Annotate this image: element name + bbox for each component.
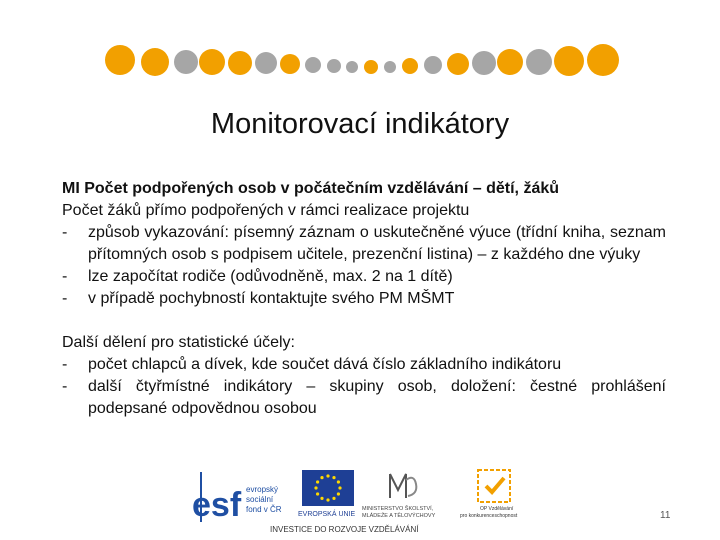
eu-star (337, 480, 340, 483)
bullet-text: další čtyřmístné indikátory – skupiny osob, doložení: čestné prohlášení podepsané odpovědnou osobou (88, 378, 666, 417)
dot-gray-9 (526, 49, 552, 75)
slide-body (62, 178, 666, 420)
list-item (62, 222, 666, 266)
dot-orange-3 (199, 49, 225, 75)
eu-star (320, 497, 323, 500)
eu-star (326, 474, 329, 477)
op-text-1: OP Vzdělávání (480, 506, 514, 512)
esf-text-2: sociální (246, 495, 274, 504)
op-vk-logo (460, 470, 518, 519)
list-item (62, 376, 666, 420)
slide-title: Monitorovací indikátory (210, 108, 510, 140)
bullet-marker: - (62, 268, 68, 285)
spacer (62, 310, 666, 332)
bullet-marker: - (62, 356, 68, 373)
dot-orange-5 (280, 54, 300, 74)
dot-orange-6 (364, 60, 378, 74)
page-number: 11 (660, 510, 671, 521)
dot-gray-4 (327, 59, 341, 73)
dot-gray-3 (305, 57, 321, 73)
op-text-2: pro konkurenceschopnost (460, 513, 518, 519)
eu-star (332, 497, 335, 500)
section2-heading: Další dělení pro statistické účely: (62, 334, 295, 351)
msmt-text-1: MINISTERSTVO ŠKOLSTVÍ, (362, 506, 434, 512)
eu-star (332, 476, 335, 479)
logo-strip (190, 466, 540, 540)
dot-orange-1 (105, 45, 135, 75)
esf-letters: esf (192, 486, 242, 524)
dot-orange-8 (447, 53, 469, 75)
msmt-logo (362, 474, 436, 519)
indicator-subheading: Počet žáků přímo podpořených v rámci realizace projektu (62, 202, 470, 219)
dot-orange-2 (141, 48, 169, 76)
dot-gray-2 (255, 52, 277, 74)
decorative-dots (0, 0, 720, 100)
dot-gray-6 (384, 61, 396, 73)
bullet-text: počet chlapců a dívek, kde součet dává číslo základního indikátoru (88, 356, 562, 373)
esf-text-1: evropský (246, 485, 279, 494)
dot-orange-4 (228, 51, 252, 75)
dot-orange-9 (497, 49, 523, 75)
eu-flag-logo (298, 470, 356, 518)
eu-star (326, 498, 329, 501)
indicator-heading: MI Počet podpořených osob v počátečním vzdělávání – dětí, žáků (62, 180, 560, 197)
bullet-marker: - (62, 378, 68, 395)
dot-gray-8 (472, 51, 496, 75)
dot-orange-7 (402, 58, 418, 74)
dot-orange-11 (587, 44, 619, 76)
eu-star (320, 476, 323, 479)
bullet-text: v případě pochybností kontaktujte svého PM MŠMT (88, 290, 455, 307)
eu-star (314, 486, 317, 489)
eu-star (316, 492, 319, 495)
bullet-marker: - (62, 290, 68, 307)
eu-star (338, 486, 341, 489)
dot-gray-5 (346, 61, 358, 73)
bullet-marker: - (62, 224, 68, 241)
bullet-text: způsob vykazování: písemný záznam o uskutečněné výuce (třídní kniha, seznam přítomných osob s podpisem učitele, prezenční listina) – z každého dne výuky (88, 224, 666, 263)
esf-text-3: fond v ČR (246, 505, 282, 514)
esf-logo (192, 472, 282, 524)
dot-orange-10 (554, 46, 584, 76)
list-item (62, 288, 666, 310)
msmt-text-2: MLÁDEŽE A TĚLOVÝCHOVY (362, 513, 436, 519)
eu-star (337, 492, 340, 495)
bullet-text: lze započítat rodiče (odůvodněně, max. 2 na 1 dítě) (88, 268, 453, 285)
eu-text: EVROPSKÁ UNIE (298, 511, 356, 518)
dot-gray-1 (174, 50, 198, 74)
eu-star (316, 480, 319, 483)
list-item (62, 266, 666, 288)
dot-gray-7 (424, 56, 442, 74)
list-item (62, 354, 666, 376)
logo-tagline: INVESTICE DO ROZVOJE VZDĚLÁVÁNÍ (270, 525, 419, 534)
